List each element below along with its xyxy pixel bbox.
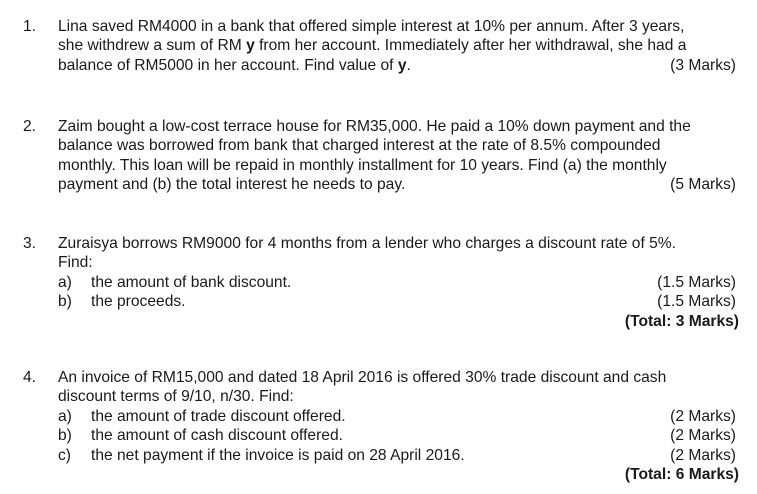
variable-y: y bbox=[246, 37, 255, 55]
question-line: Zuraisya borrows RM9000 for 4 months from a lender who charges a discount rate of 5%. bbox=[58, 235, 676, 252]
sub-question-letter: a) bbox=[58, 273, 72, 291]
marks-label: (2 Marks) bbox=[670, 427, 736, 445]
total-marks-label: (Total: 3 Marks) bbox=[624, 312, 739, 330]
sub-question bbox=[58, 426, 739, 445]
question-number: 2. bbox=[23, 118, 37, 135]
question-number: 1. bbox=[23, 18, 37, 35]
sub-question-text: the amount of trade discount offered. bbox=[91, 407, 346, 425]
question-line: balance was borrowed from bank that charged interest at the rate of 8.5% compounded bbox=[58, 137, 661, 155]
sub-question-letter: b) bbox=[58, 293, 72, 311]
variable-y: y bbox=[397, 56, 407, 74]
sub-question-text: the amount of cash discount offered. bbox=[91, 427, 343, 445]
total-marks-label: (Total: 6 Marks) bbox=[624, 465, 739, 483]
total-line bbox=[58, 312, 739, 331]
question-number: 4. bbox=[23, 369, 37, 386]
sub-question bbox=[58, 407, 739, 426]
marks-label: (5 Marks) bbox=[670, 176, 736, 194]
sub-question bbox=[58, 446, 739, 465]
sub-question-text: the proceeds. bbox=[91, 293, 186, 311]
sub-question-letter: b) bbox=[58, 427, 72, 445]
sub-question-text: the net payment if the invoice is paid on 28 April 2016. bbox=[91, 446, 465, 464]
question-body bbox=[58, 17, 739, 75]
sub-question bbox=[58, 292, 739, 311]
marks-label: (2 Marks) bbox=[670, 407, 736, 425]
question-line: she withdrew a sum of RM y from her account. Immediately after her withdrawal, she had a bbox=[58, 37, 687, 55]
question-line: balance of RM5000 in her account. Find value of y. (3 Marks) bbox=[58, 56, 736, 74]
question-body bbox=[58, 234, 739, 331]
question-line: payment and (b) the total interest he needs to pay. (5 Marks) bbox=[58, 176, 736, 194]
sub-question bbox=[58, 273, 739, 292]
marks-label: (3 Marks) bbox=[670, 56, 736, 74]
total-line bbox=[58, 465, 739, 484]
question-body bbox=[58, 117, 739, 195]
question-line: monthly. This loan will be repaid in monthly installment for 10 years. Find (a) the monthly bbox=[58, 156, 667, 174]
question-line: discount terms of 9/10, n/30. Find: bbox=[58, 388, 294, 406]
marks-label: (1.5 Marks) bbox=[657, 273, 736, 291]
sub-question-letter: a) bbox=[58, 407, 72, 425]
question-line: Lina saved RM4000 in a bank that offered simple interest at 10% per annum. After 3 years, bbox=[58, 18, 685, 35]
question-number: 3. bbox=[23, 235, 37, 252]
question-body bbox=[58, 368, 739, 484]
sub-question-text: the amount of bank discount. bbox=[91, 273, 292, 291]
question-line: Find: bbox=[58, 254, 93, 272]
marks-label: (1.5 Marks) bbox=[657, 293, 736, 311]
question-line: An invoice of RM15,000 and dated 18 April 2016 is offered 30% trade discount and cash bbox=[58, 369, 667, 386]
marks-label: (2 Marks) bbox=[670, 446, 736, 464]
question-line: Zaim bought a low-cost terrace house for RM35,000. He paid a 10% down payment and the bbox=[58, 118, 691, 135]
sub-question-letter: c) bbox=[58, 446, 71, 464]
